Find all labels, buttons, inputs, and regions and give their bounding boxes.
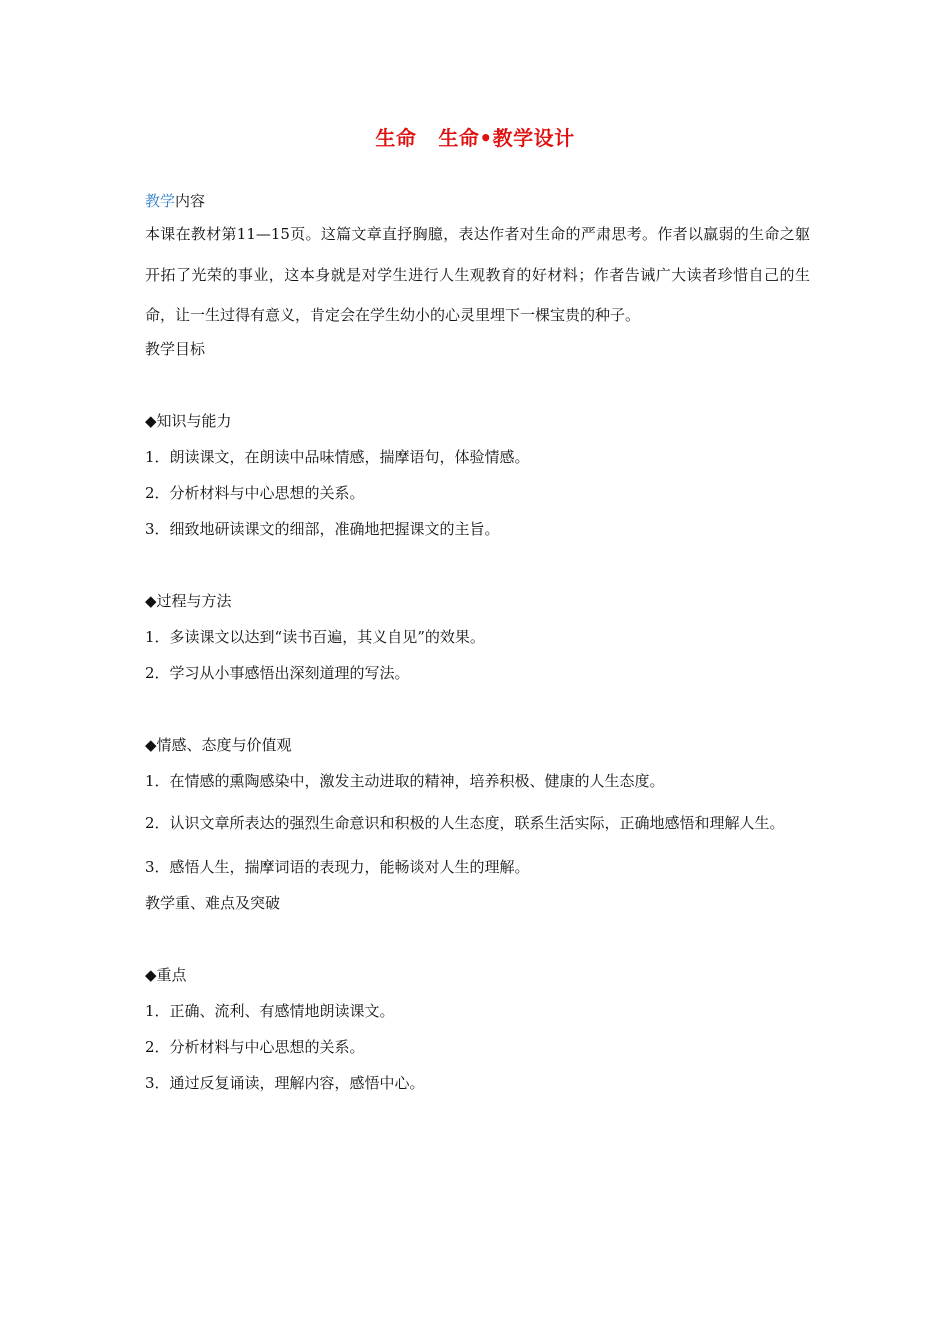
heading-teaching-content-rest: 内容 — [175, 192, 206, 210]
list-item: 1．多读课文以达到“读书百遍，其义自见”的效果。 — [145, 627, 485, 646]
list-item: 3．感悟人生，揣摩词语的表现力，能畅谈对人生的理解。 — [145, 857, 530, 876]
list-item: 1．在情感的熏陶感染中，激发主动进取的精神，培养积极、健康的人生态度。 — [145, 771, 665, 790]
document-title — [0, 122, 950, 151]
list-item: 2．分析材料与中心思想的关系。 — [145, 1037, 365, 1056]
document-body — [145, 188, 810, 1096]
list-item: 3．细致地研读课文的细部，准确地把握课文的主旨。 — [145, 519, 500, 538]
group-title-process: ◆过程与方法 — [145, 591, 232, 610]
heading-teaching-goals: 教学目标 — [145, 339, 206, 358]
list-item: 1．正确、流利、有感情地朗读课文。 — [145, 1001, 395, 1020]
list-item: 2．认识文章所表达的强烈生命意识和积极的人生态度，联系生活实际，正确地感悟和理解人生。 — [145, 813, 785, 832]
content-paragraph: 本课在教材第11—15页。这篇文章直抒胸臆，表达作者对生命的严肃思考。作者以羸弱的生命之躯开拓了光荣的事业，这本身就是对学生进行人生观教育的好材料；作者告诫广大读者珍惜自己的生命，让一生过得有意义，肯定会在学生幼小的心灵里埋下一棵宝贵的种子。 — [145, 225, 810, 324]
group-title-knowledge: ◆知识与能力 — [145, 411, 232, 430]
group-title-emotion: ◆情感、态度与价值观 — [145, 735, 292, 754]
list-item: 2．分析材料与中心思想的关系。 — [145, 483, 365, 502]
title-part-b: 生命•教学设计 — [438, 126, 575, 150]
heading-teaching-content-blue: 教学 — [145, 192, 176, 210]
title-part-a: 生命 — [375, 126, 417, 150]
heading-teaching-content — [145, 188, 810, 214]
list-item: 2．学习从小事感悟出深刻道理的写法。 — [145, 663, 410, 682]
list-item: 3．通过反复诵读，理解内容，感悟中心。 — [145, 1073, 425, 1092]
group-title-focus: ◆重点 — [145, 965, 187, 984]
heading-key-points: 教学重、难点及突破 — [145, 893, 281, 912]
list-item: 1．朗读课文，在朗读中品味情感，揣摩语句，体验情感。 — [145, 447, 530, 466]
